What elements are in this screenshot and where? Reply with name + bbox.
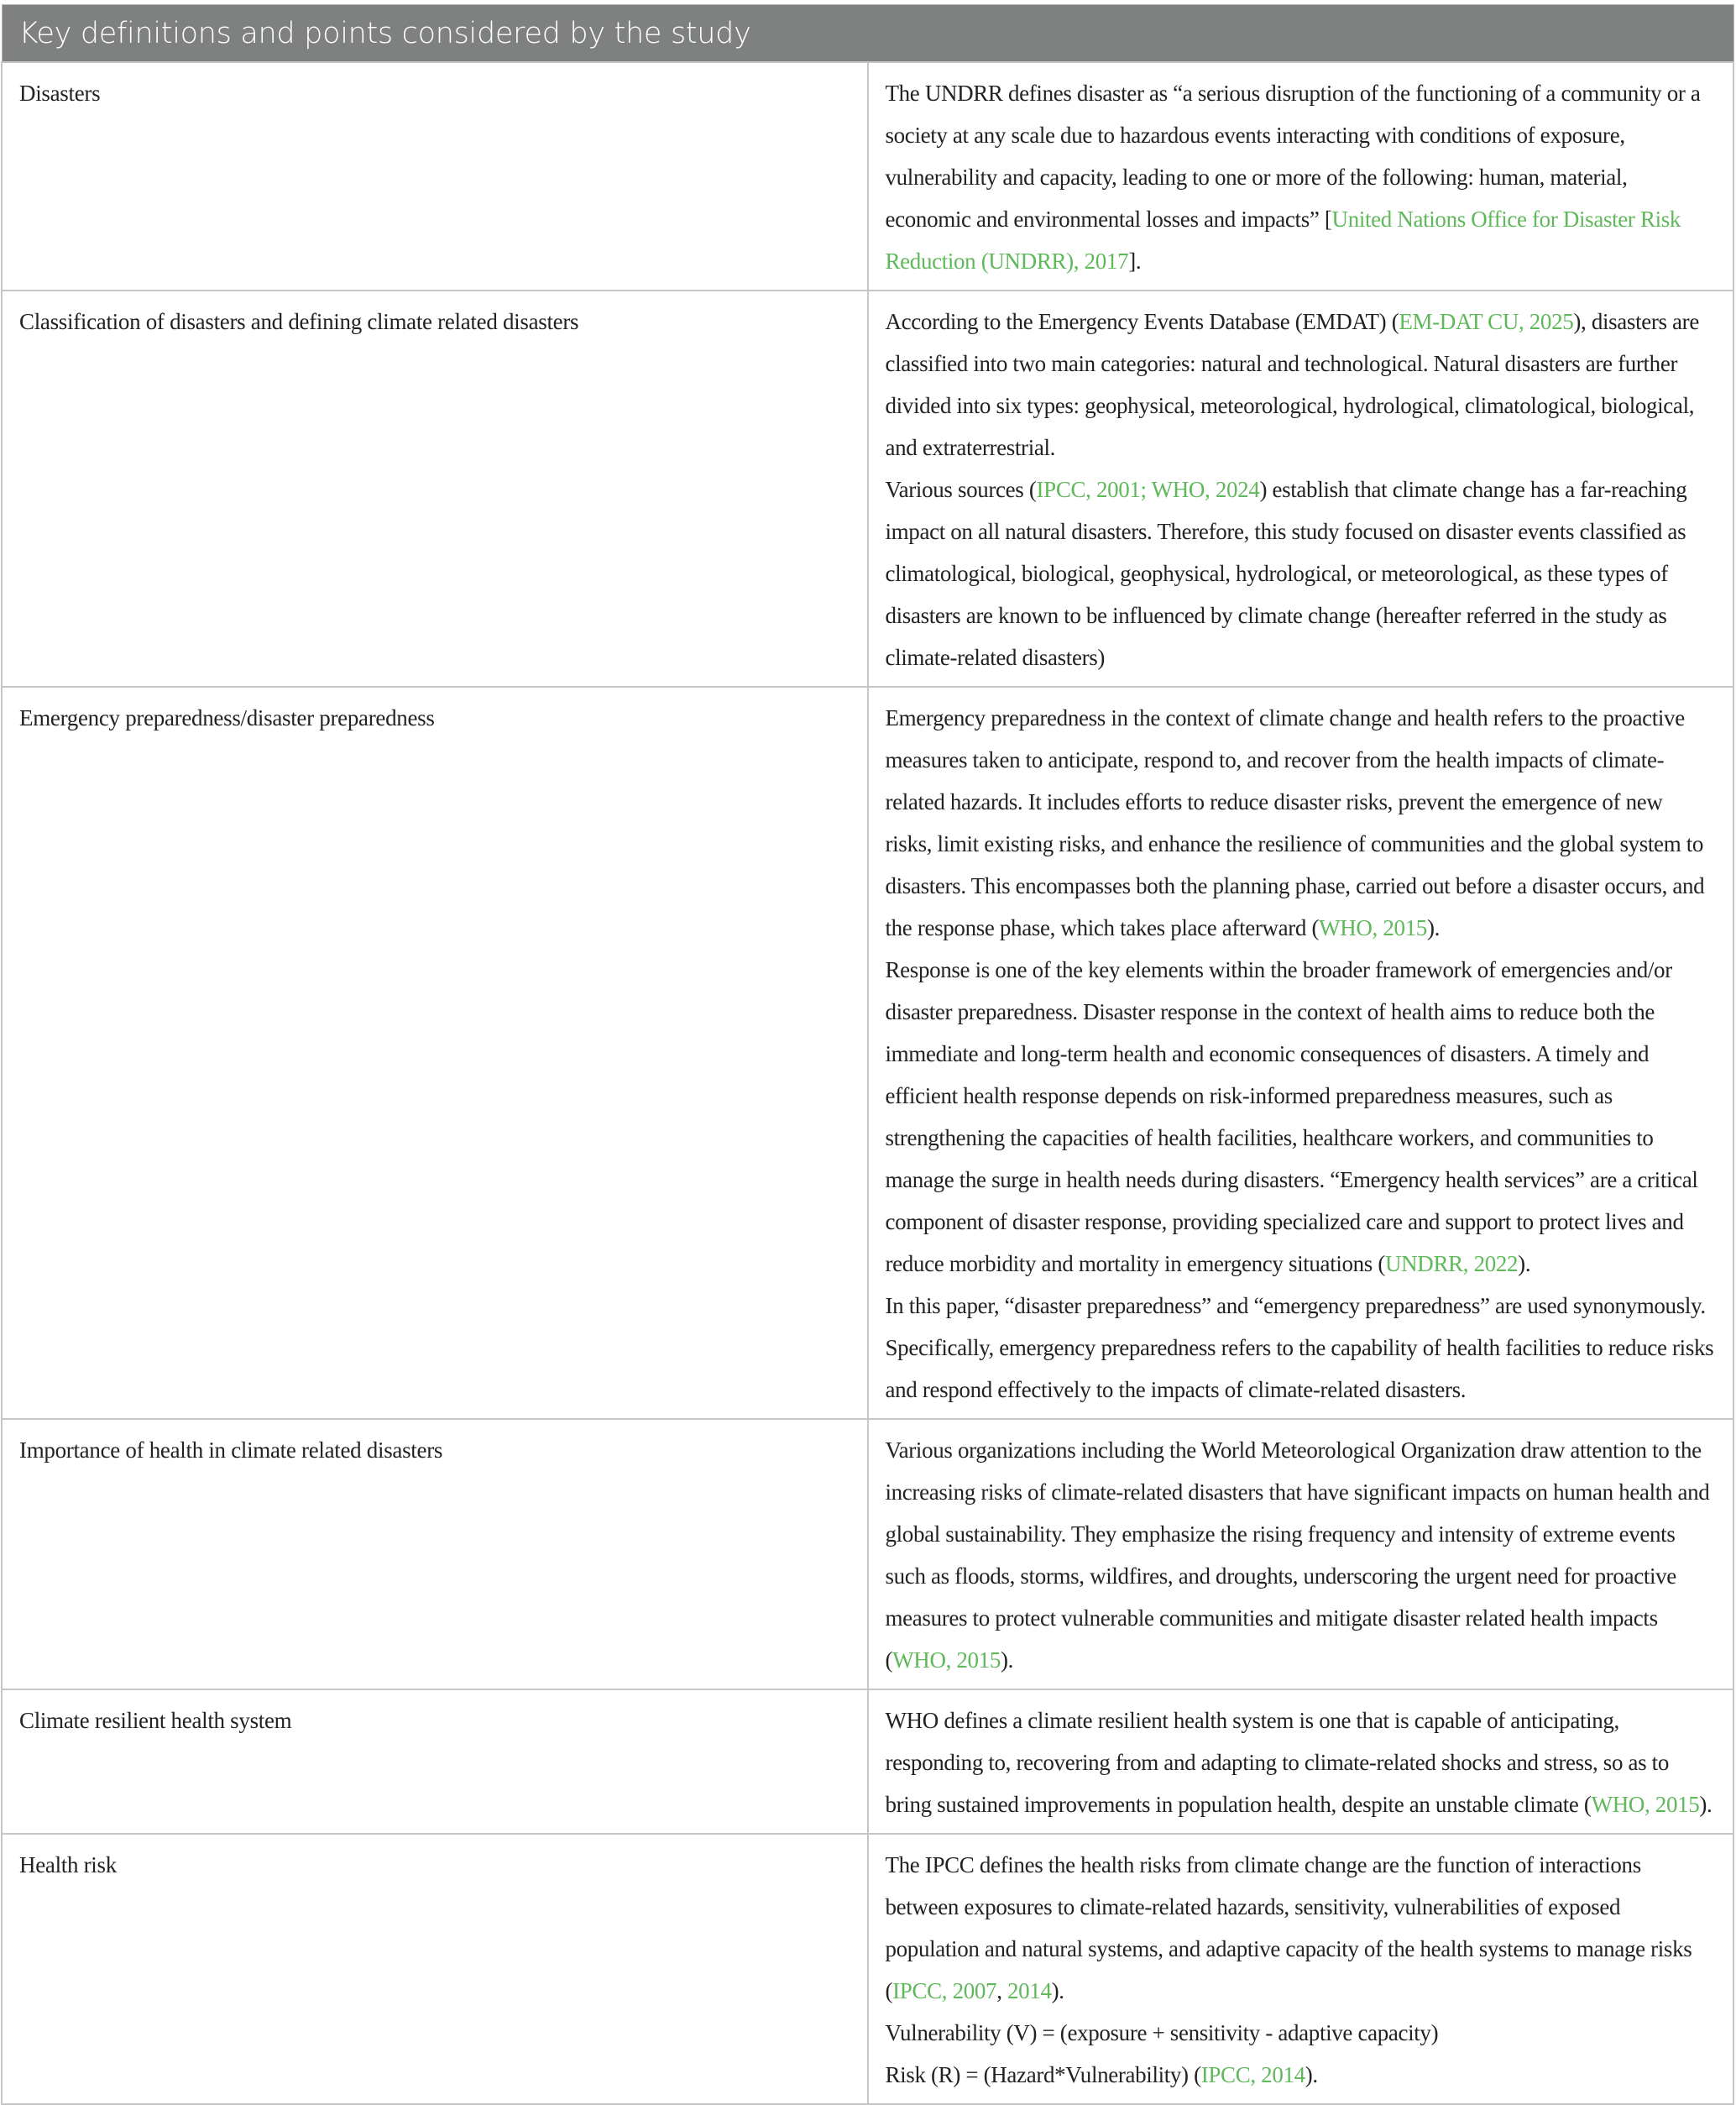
table-row bbox=[2, 62, 1733, 291]
citation-link[interactable]: WHO, 2015 bbox=[1591, 1792, 1700, 1817]
definition-cell bbox=[868, 291, 1734, 687]
definition-paragraph bbox=[886, 949, 1715, 1285]
definition-text: WHO defines a climate resilient health system is one that is capable of anticipating, responding to, recovering from and adapting to climate-related shocks and stress, so as to bring sustained improvements in population health, despite an unstable climate ( bbox=[885, 1708, 1669, 1817]
citation-link[interactable]: 2014 bbox=[1007, 1978, 1052, 2003]
citation-link[interactable]: WHO, 2015 bbox=[892, 1647, 1001, 1673]
table-title: Key definitions and points considered by the study bbox=[2, 5, 1733, 63]
definition-paragraph bbox=[886, 1429, 1715, 1681]
definition-paragraph bbox=[886, 1285, 1715, 1411]
citation-link[interactable]: IPCC, 2001; WHO, 2024 bbox=[1036, 477, 1260, 502]
citation-link[interactable]: IPCC, 2007 bbox=[892, 1978, 997, 2003]
definition-text: The UNDRR defines disaster as “a serious disruption of the functioning of a community or a society at any scale due to hazardous events interacting with conditions of exposure, vulnerability and capacity, leading to one or more of the following: human, material, economic and environmental losses and impacts” [ bbox=[885, 81, 1701, 232]
term-cell: Climate resilient health system bbox=[2, 1689, 868, 1834]
term-cell: Disasters bbox=[2, 62, 868, 291]
definition-text: Vulnerability (V) = (exposure + sensitivity - adaptive capacity) bbox=[885, 2020, 1439, 2045]
table-title-row bbox=[2, 5, 1733, 63]
definition-paragraph bbox=[886, 301, 1715, 469]
term-cell: Emergency preparedness/disaster preparedness bbox=[2, 687, 868, 1419]
citation-link[interactable]: United Nations Office for Disaster Risk Reduction (UNDRR), 2017 bbox=[885, 207, 1681, 274]
definition-text: ). bbox=[1001, 1647, 1014, 1673]
table-row bbox=[2, 687, 1733, 1419]
definition-text: Risk (R) = (Hazard*Vulnerability) ( bbox=[885, 2062, 1201, 2087]
definition-text: ) establish that climate change has a far-reaching impact on all natural disasters. Therefore, this study focused on disaster events classified as climatological, biological, geophysical, hydrological, or meteorological, as these types of disasters are known to be influenced by climate change (hereafter referred in the study as climate-related disasters) bbox=[885, 477, 1687, 670]
definition-cell bbox=[868, 62, 1734, 291]
citation-link[interactable]: UNDRR, 2022 bbox=[1385, 1251, 1519, 1276]
definition-text: Various sources ( bbox=[885, 477, 1037, 502]
citation-link[interactable]: WHO, 2015 bbox=[1319, 915, 1427, 940]
term-cell: Importance of health in climate related disasters bbox=[2, 1419, 868, 1689]
definition-text: ). bbox=[1518, 1251, 1531, 1276]
definition-paragraph bbox=[886, 72, 1715, 282]
definition-cell bbox=[868, 1689, 1734, 1834]
definition-cell bbox=[868, 1834, 1734, 2104]
table-row bbox=[2, 1689, 1733, 1834]
table-row bbox=[2, 291, 1733, 687]
definition-text: ). bbox=[1305, 2062, 1318, 2087]
definition-text: According to the Emergency Events Database (EMDAT) ( bbox=[885, 309, 1399, 334]
definition-paragraph bbox=[886, 2054, 1715, 2096]
definition-text: In this paper, “disaster preparedness” and “emergency preparedness” are used synonymously. Specifically, emergency preparedness refers to the capability of health facilities to reduce risks and respond effectively to the impacts of climate-related disasters. bbox=[885, 1293, 1714, 1402]
definition-cell bbox=[868, 1419, 1734, 1689]
definition-text: Various organizations including the World Meteorological Organization draw attention to the increasing risks of climate-related disasters that have significant impacts on human health and global sustainability. They emphasize the rising frequency and intensity of extreme events such as floods, storms, wildfires, and droughts, underscoring the urgent need for proactive measures to protect vulnerable communities and mitigate disaster related health impacts ( bbox=[885, 1437, 1710, 1673]
definition-text: ]. bbox=[1128, 249, 1142, 274]
definition-paragraph bbox=[886, 1699, 1715, 1825]
definition-text: ). bbox=[1051, 1978, 1064, 2003]
table-row bbox=[2, 1834, 1733, 2104]
definition-text: Emergency preparedness in the context of climate change and health refers to the proactive measures taken to anticipate, respond to, and recover from the health impacts of climate-related hazards. It includes efforts to reduce disaster risks, prevent the emergence of new risks, limit existing risks, and enhance the resilience of communities and the global system to disasters. This encompasses both the planning phase, carried out before a disaster occurs, and the response phase, which takes place afterward ( bbox=[885, 705, 1705, 940]
citation-link[interactable]: EM-DAT CU, 2025 bbox=[1399, 309, 1574, 334]
definition-paragraph bbox=[886, 697, 1715, 949]
definition-text: Response is one of the key elements within the broader framework of emergencies and/or disaster preparedness. Disaster response in the context of health aims to reduce both the immediate and long-term health and economic consequences of disasters. A timely and efficient health response depends on risk-informed preparedness measures, such as strengthening the capacities of health facilities, healthcare workers, and communities to manage the surge in health needs during disasters. “Emergency health services” are a critical component of disaster response, providing specialized care and support to protect lives and reduce morbidity and mortality in emergency situations ( bbox=[885, 957, 1698, 1276]
definition-text: The IPCC defines the health risks from climate change are the function of interactions between exposures to climate-related hazards, sensitivity, vulnerabilities of exposed population and natural systems, and adaptive capacity of the health systems to manage risks ( bbox=[885, 1852, 1692, 2003]
definitions-table bbox=[1, 4, 1734, 2105]
citation-link[interactable]: IPCC, 2014 bbox=[1200, 2062, 1305, 2087]
definition-text: ). bbox=[1699, 1792, 1712, 1817]
definition-paragraph bbox=[886, 1844, 1715, 2012]
definition-text: ), disasters are classified into two main categories: natural and technological. Natural disasters are further divided into six types: geophysical, meteorological, hydrological, climatological, biological, and extraterrestrial. bbox=[885, 309, 1699, 460]
term-cell: Classification of disasters and defining climate related disasters bbox=[2, 291, 868, 687]
term-cell: Health risk bbox=[2, 1834, 868, 2104]
definition-cell bbox=[868, 687, 1734, 1419]
definition-paragraph bbox=[886, 469, 1715, 678]
definition-text: , bbox=[996, 1978, 1007, 2003]
table-row bbox=[2, 1419, 1733, 1689]
definition-text: ). bbox=[1426, 915, 1441, 940]
table-body bbox=[2, 62, 1733, 2104]
definition-paragraph bbox=[886, 2012, 1715, 2054]
